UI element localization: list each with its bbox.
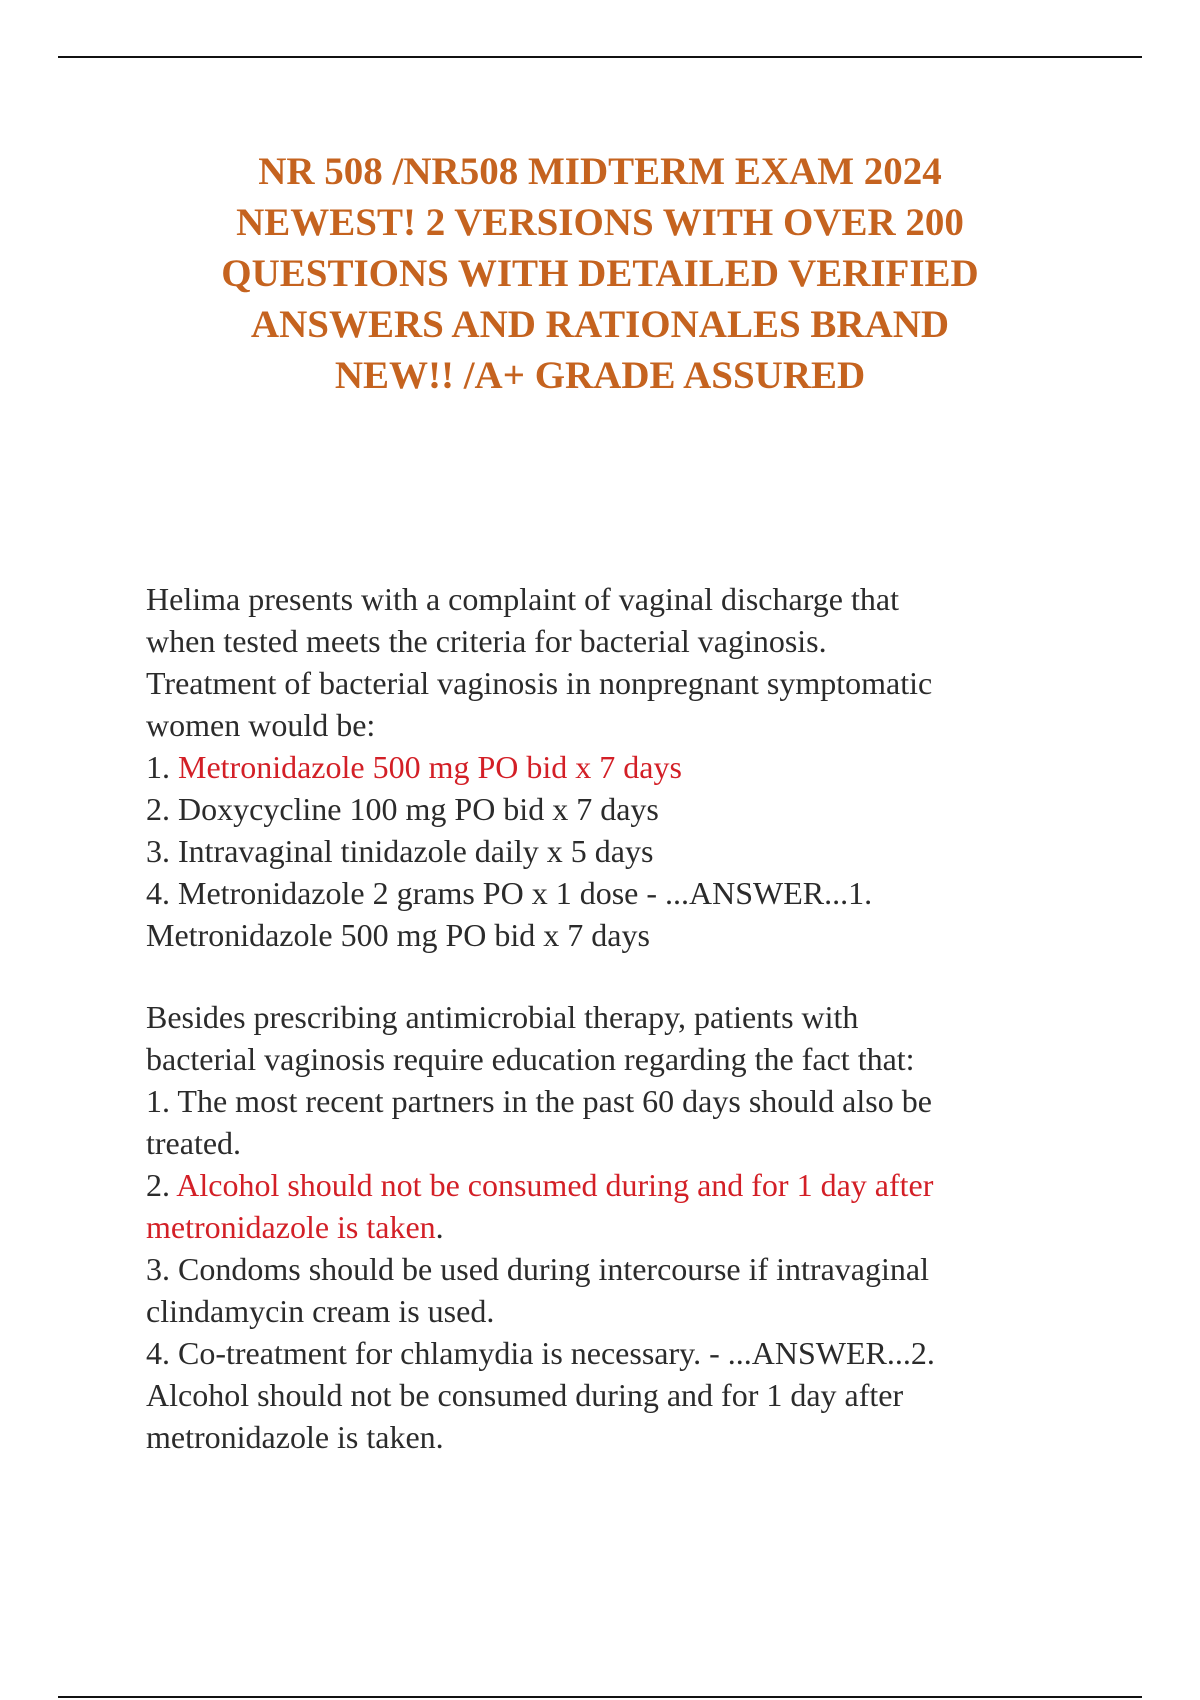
option-number: 1. — [146, 749, 178, 785]
question-2-answer-cont: metronidazole is taken. — [146, 1419, 444, 1455]
question-1-stem-line: Helima presents with a complaint of vaginal discharge that — [146, 581, 899, 617]
question-2-option-2 — [146, 1164, 1046, 1206]
question-2-option-4: 4. Co-treatment for chlamydia is necessary. - ...ANSWER...2. — [146, 1335, 935, 1371]
question-1-stem-line: Treatment of bacterial vaginosis in nonpregnant symptomatic — [146, 665, 933, 701]
bottom-rule — [58, 1696, 1142, 1698]
question-2 — [146, 996, 1046, 1458]
document-title — [140, 146, 1060, 401]
question-1 — [146, 578, 1046, 956]
question-2-answer: Alcohol should not be consumed during and for 1 day after — [146, 1377, 904, 1413]
question-2-option-1: 1. The most recent partners in the past 60 days should also be — [146, 1083, 932, 1119]
title-line: NR 508 /NR508 MIDTERM EXAM 2024 — [258, 150, 942, 193]
question-2-option-2-cont — [146, 1206, 1046, 1248]
question-1-option-2: 2. Doxycycline 100 mg PO bid x 7 days — [146, 791, 659, 827]
question-2-option-3: 3. Condoms should be used during intercourse if intravaginal — [146, 1251, 929, 1287]
question-1-stem-line: women would be: — [146, 707, 376, 743]
title-line: NEW!! /A+ GRADE ASSURED — [334, 354, 866, 397]
question-1-answer: Metronidazole 500 mg PO bid x 7 days — [146, 917, 650, 953]
question-2-option-3-cont: clindamycin cream is used. — [146, 1293, 495, 1329]
correct-answer-highlight: metronidazole is taken — [146, 1209, 436, 1245]
question-1-stem-line: when tested meets the criteria for bacterial vaginosis. — [146, 623, 827, 659]
top-rule — [58, 56, 1142, 58]
question-1-option-3: 3. Intravaginal tinidazole daily x 5 days — [146, 833, 654, 869]
option-period: . — [435, 1209, 444, 1245]
question-2-stem-line: bacterial vaginosis require education regarding the fact that: — [146, 1041, 915, 1077]
title-line: QUESTIONS WITH DETAILED VERIFIED — [221, 252, 979, 295]
option-number: 2. — [146, 1167, 177, 1203]
question-1-option-4: 4. Metronidazole 2 grams PO x 1 dose - ...ANSWER...1. — [146, 875, 873, 911]
correct-answer-highlight: Metronidazole 500 mg PO bid x 7 days — [178, 749, 682, 785]
question-1-option-1 — [146, 746, 1046, 788]
question-2-option-1-cont: treated. — [146, 1125, 242, 1161]
question-2-stem-line: Besides prescribing antimicrobial therapy, patients with — [146, 999, 859, 1035]
title-line: ANSWERS AND RATIONALES BRAND — [250, 303, 950, 346]
correct-answer-highlight: Alcohol should not be consumed during and for 1 day after — [176, 1167, 934, 1203]
title-line: NEWEST! 2 VERSIONS WITH OVER 200 — [236, 201, 964, 244]
